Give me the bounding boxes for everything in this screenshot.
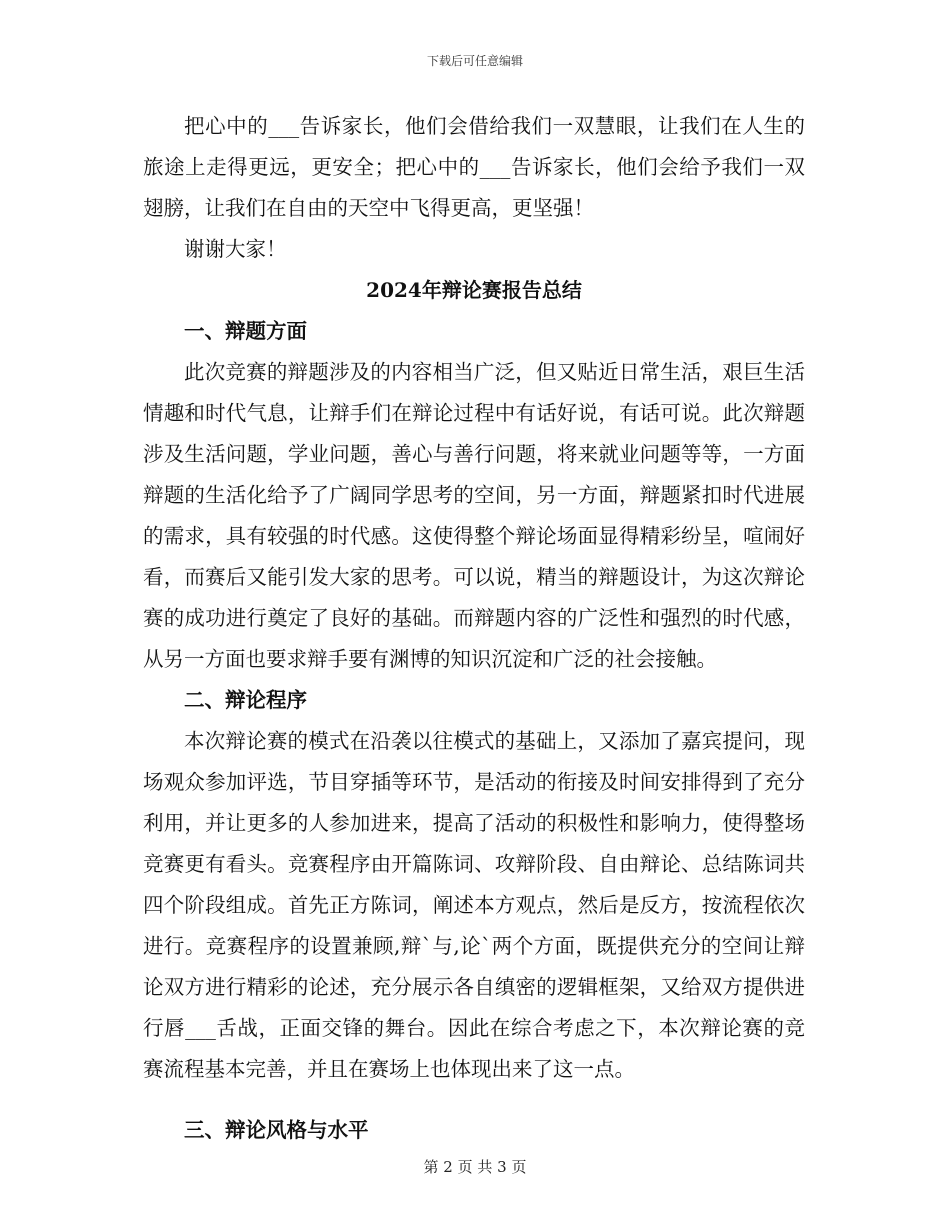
section-heading-procedure: 二、辩论程序 bbox=[184, 688, 307, 712]
section-heading-style: 三、辩论风格与水平 bbox=[184, 1118, 369, 1142]
section-heading-topics: 一、辩题方面 bbox=[184, 319, 307, 343]
section-body-topics: 此次竞赛的辩题涉及的内容相当广泛，但又贴近日常生活，艰巨生活情趣和时代气息，让辩手们在辩论过程中有话好说，有话可说。此次辩题涉及生活问题，学业问题，善心与善行问题，将来就业问题等等，一方面辩题的生活化给予了广阔同学思考的空间，另一方面，辩题紧扣时代进展的需求，具有较强的时代感。这使得整个辩论场面显得精彩纷呈，喧闹好看，而赛后又能引发大家的思考。可以说，精当的辩题设计，为这次辩论赛的成功进行奠定了良好的基础。而辩题内容的广泛性和强烈的时代感，从另一方面也要求辩手要有渊博的知识沉淀和广泛的社会接触。 bbox=[143, 360, 805, 671]
page-header: 下载后可任意编辑 bbox=[426, 54, 523, 68]
report-title: 2024年辩论赛报告总结 bbox=[366, 278, 582, 302]
page-content bbox=[143, 106, 805, 1151]
section-body-procedure: 本次辩论赛的模式在沿袭以往模式的基础上，又添加了嘉宾提问，现场观众参加评选，节目穿插等环节，是活动的衔接及时间安排得到了充分利用，并让更多的人参加进来，提高了活动的积极性和影响力，使得整场竞赛更有看头。竞赛程序由开篇陈词、攻辩阶段、自由辩论、总结陈词共四个阶段组成。首先正方陈词，阐述本方观点，然后是反方，按流程依次进行。竞赛程序的设置兼顾,辩`与,论`两个方面，既提供充分的空间让辩论双方进行精彩的论述，充分展示各自缜密的逻辑框架，又给双方提供进行唇___舌战，正面交锋的舞台。因此在综合考虑之下，本次辩论赛的竞赛流程基本完善，并且在赛场上也体现出来了这一点。 bbox=[143, 729, 805, 1081]
page-footer: 第 2 页 共 3 页 bbox=[423, 1158, 527, 1176]
intro-paragraph: 把心中的___告诉家长，他们会借给我们一双慧眼，让我们在人生的旅途上走得更远，更安全；把心中的___告诉家长，他们会给予我们一双翅膀，让我们在自由的天空中飞得更高，更坚强！ bbox=[143, 114, 805, 220]
thanks-paragraph: 谢谢大家！ bbox=[184, 237, 287, 261]
